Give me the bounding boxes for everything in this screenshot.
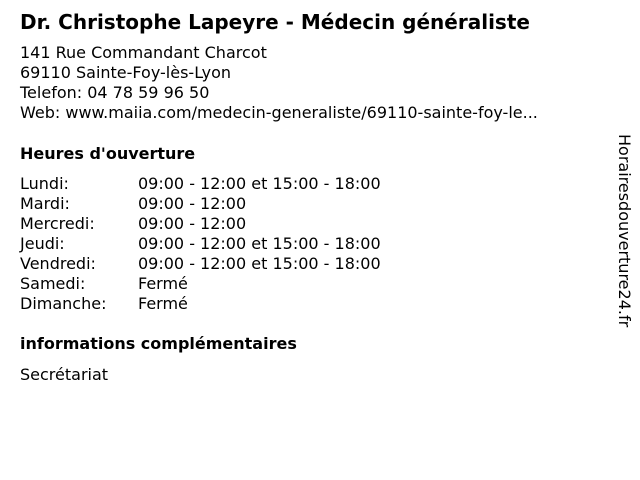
hours-time: 09:00 - 12:00 <box>138 214 247 233</box>
hours-time: 09:00 - 12:00 <box>138 194 247 213</box>
hours-day: Jeudi: <box>20 234 65 253</box>
hours-row <box>20 234 381 254</box>
hours-time: 09:00 - 12:00 et 15:00 - 18:00 <box>138 174 381 193</box>
hours-row <box>20 254 381 274</box>
hours-row <box>20 194 381 214</box>
watermark: Horairesdouverture24.fr <box>615 134 634 328</box>
info-heading: informations complémentaires <box>20 334 297 353</box>
hours-day: Mardi: <box>20 194 70 213</box>
hours-day: Lundi: <box>20 174 69 193</box>
hours-day: Dimanche: <box>20 294 107 313</box>
hours-time: 09:00 - 12:00 et 15:00 - 18:00 <box>138 254 381 273</box>
hours-row <box>20 294 381 314</box>
hours-day: Vendredi: <box>20 254 96 273</box>
website: Web: www.maiia.com/medecin-generaliste/69110-sainte-foy-le... <box>20 103 538 122</box>
address-block <box>20 43 538 123</box>
phone-number: Telefon: 04 78 59 96 50 <box>20 83 210 102</box>
street-address: 141 Rue Commandant Charcot <box>20 43 267 62</box>
hours-time: Fermé <box>138 274 188 293</box>
hours-day: Samedi: <box>20 274 86 293</box>
hours-table <box>20 174 381 314</box>
hours-heading: Heures d'ouverture <box>20 144 196 163</box>
hours-row <box>20 274 381 294</box>
hours-time: Fermé <box>138 294 188 313</box>
hours-row <box>20 214 381 234</box>
hours-row <box>20 174 381 194</box>
hours-day: Mercredi: <box>20 214 95 233</box>
page-title: Dr. Christophe Lapeyre - Médecin généraliste <box>20 10 530 34</box>
hours-time: 09:00 - 12:00 et 15:00 - 18:00 <box>138 234 381 253</box>
info-text: Secrétariat <box>20 365 109 384</box>
city-address: 69110 Sainte-Foy-lès-Lyon <box>20 63 232 82</box>
